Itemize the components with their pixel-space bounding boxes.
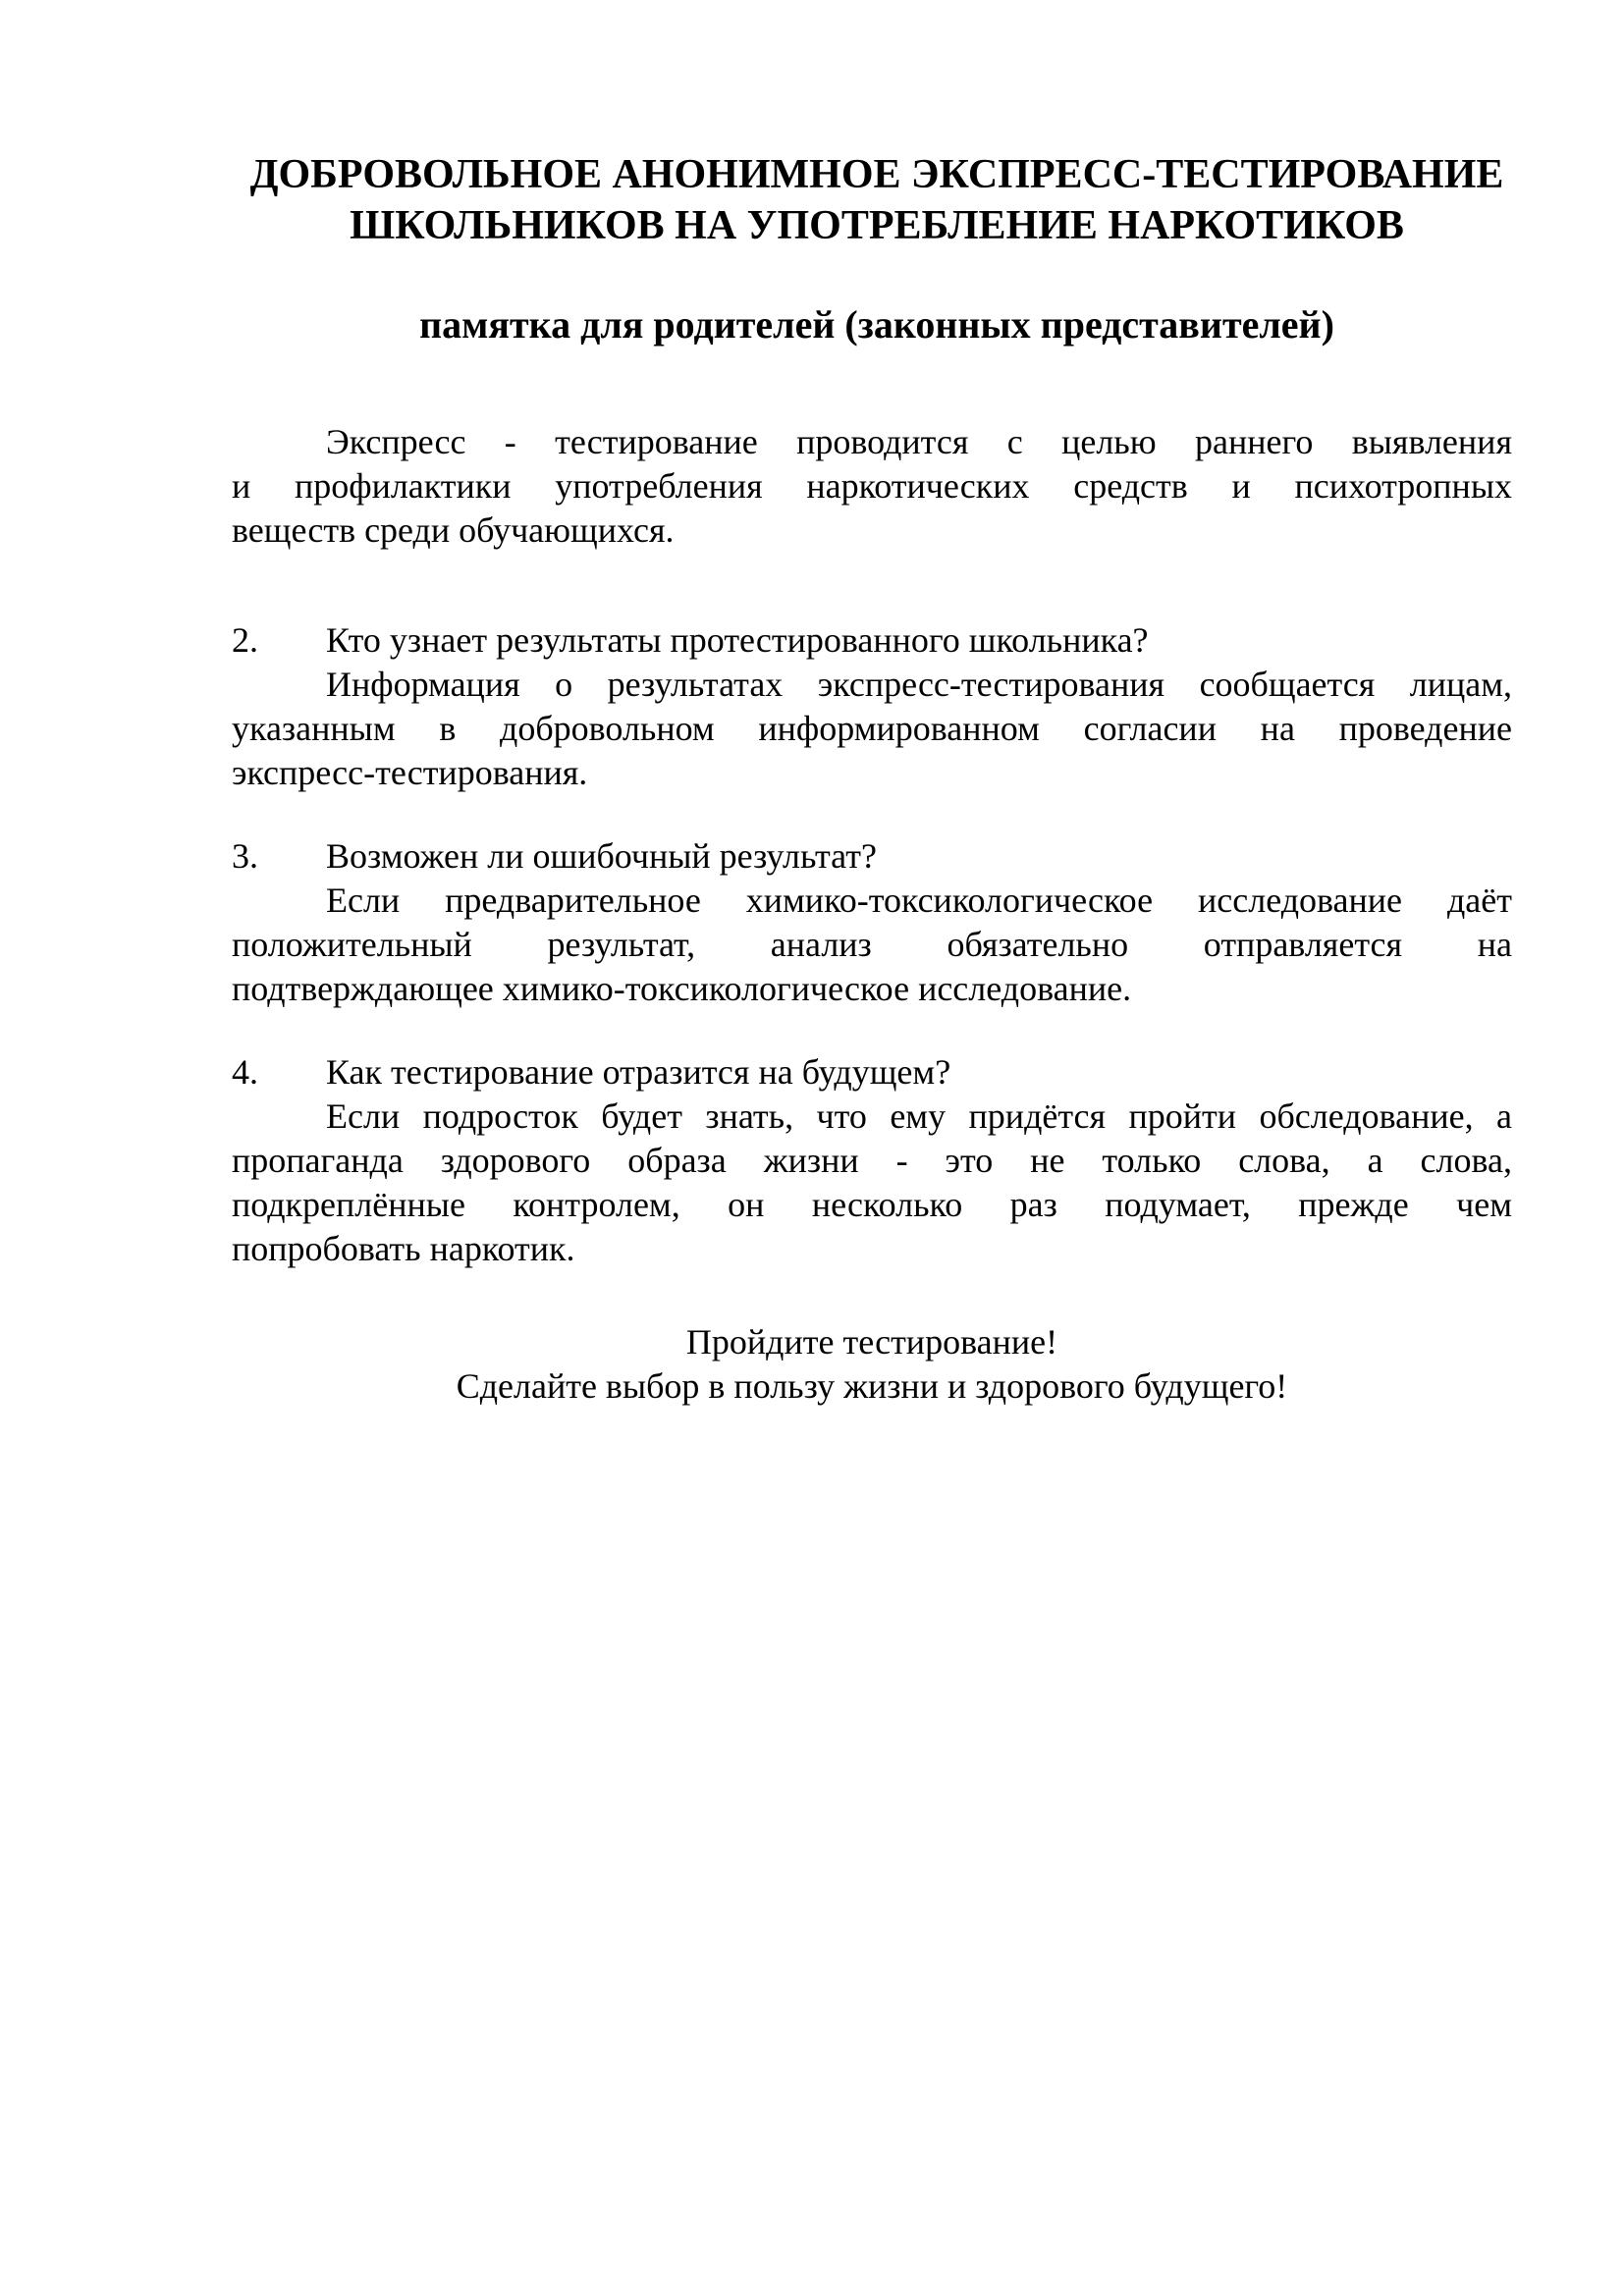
text-line: Экспресс - тестирование проводится с целью раннего выявления — [326, 422, 1512, 461]
text-line: пропаганда здорового образа жизни - это не только слова, а слова, — [232, 1141, 1512, 1180]
question-number: 2. — [232, 620, 258, 660]
document-title — [183, 149, 1571, 251]
text-line: указанным в добровольном информированном согласии на проведение — [232, 709, 1512, 748]
question-section-2 — [232, 618, 1512, 795]
text-line: Пройдите тестирование! — [685, 1322, 1058, 1362]
question-section-4 — [232, 1050, 1512, 1271]
text-line: Если предварительное химико-токсикологическое исследование даёт — [326, 881, 1512, 920]
call-to-action — [232, 1320, 1512, 1409]
text-line: и профилактики употребления наркотических средств и психотропных — [232, 466, 1512, 506]
text-line: ДОБРОВОЛЬНОЕ АНОНИМНОЕ ЭКСПРЕСС-ТЕСТИРОВАНИЕ — [249, 152, 1504, 197]
answer-paragraph — [232, 879, 1512, 1011]
text-line: Информация о результатах экспресс-тестирования сообщается лицам, — [326, 665, 1512, 704]
question-number: 3. — [232, 836, 258, 876]
text-line: подтверждающее химико-токсикологическое исследование. — [232, 969, 1132, 1008]
question-heading — [232, 834, 1512, 879]
question-text: Возможен ли ошибочный результат? — [326, 836, 877, 876]
question-text: Как тестирование отразится на будущем? — [326, 1052, 951, 1092]
text-line: экспресс-тестирования. — [232, 753, 588, 792]
text-line: веществ среди обучающихся. — [232, 510, 675, 550]
question-heading — [232, 618, 1512, 663]
question-number: 4. — [232, 1052, 258, 1092]
text-line: попробовать наркотик. — [232, 1229, 575, 1268]
question-section-3 — [232, 834, 1512, 1011]
text-line: Сделайте выбор в пользу жизни и здорового будущего! — [456, 1366, 1288, 1406]
answer-paragraph — [232, 1095, 1512, 1271]
text-line: положительный результат, анализ обязательно отправляется на — [232, 925, 1512, 964]
text-line: Если подросток будет знать, что ему придётся пройти обследование, а — [326, 1096, 1512, 1136]
document-subtitle: памятка для родителей (законных представителей) — [419, 302, 1334, 347]
intro-paragraph — [232, 420, 1512, 553]
answer-paragraph — [232, 663, 1512, 795]
text-line: ШКОЛЬНИКОВ НА УПОТРЕБЛЕНИЕ НАРКОТИКОВ — [350, 203, 1404, 248]
text-line: подкреплённые контролем, он несколько раз подумает, прежде чем — [232, 1185, 1512, 1224]
question-text: Кто узнает результаты протестированного школьника? — [326, 620, 1149, 660]
question-heading — [232, 1050, 1512, 1095]
